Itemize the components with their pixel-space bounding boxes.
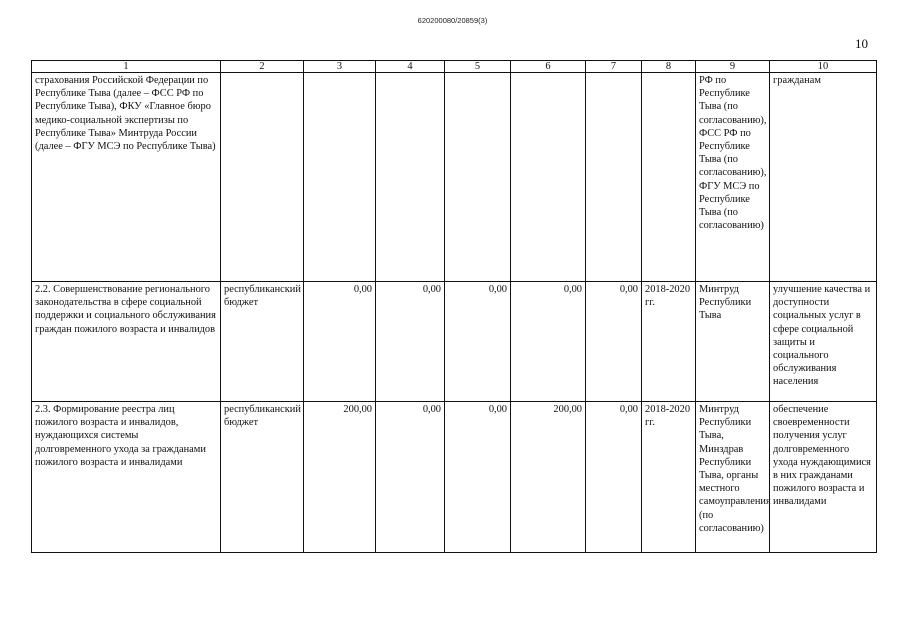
amount-cell <box>304 73 376 282</box>
result-cell: обеспечение своевременности получения услуг долговременного ухода нуждающимися в них гражданами пожилого возраста и инвалидами <box>770 402 877 553</box>
amount-cell: 0,00 <box>445 282 511 402</box>
amount-cell: 200,00 <box>304 402 376 553</box>
funding-source-cell <box>221 73 304 282</box>
amount-cell <box>445 73 511 282</box>
table-row <box>32 73 877 282</box>
column-header: 4 <box>376 61 445 73</box>
amount-cell: 0,00 <box>376 282 445 402</box>
program-table <box>31 60 877 553</box>
column-header: 2 <box>221 61 304 73</box>
amount-cell: 0,00 <box>376 402 445 553</box>
table-row <box>32 282 877 402</box>
period-cell: 2018-2020 гг. <box>642 402 696 553</box>
column-header: 9 <box>696 61 770 73</box>
responsible-cell: РФ по Республике Тыва (по согласованию), ФСС РФ по Республике Тыва (по согласованию), ФГУ МСЭ по Республике Тыва (по согласованию) <box>696 73 770 282</box>
activity-cell: страхования Российской Федерации по Республике Тыва (далее – ФСС РФ по Республике Тыва), ФКУ «Главное бюро медико-социальной экспертизы по Республике Тыва» Минтруда России (далее – ФГУ МСЭ по Республике Тыва) <box>32 73 221 282</box>
document-code: 620200080/20859(3) <box>417 16 488 25</box>
amount-cell <box>376 73 445 282</box>
responsible-cell: Минтруд Республики Тыва <box>696 282 770 402</box>
column-header: 3 <box>304 61 376 73</box>
activity-cell: 2.2. Совершенствование регионального законодательства в сфере социальной поддержки и социального обслуживания граждан пожилого возраста и инвалидов <box>32 282 221 402</box>
column-header: 1 <box>32 61 221 73</box>
amount-cell: 0,00 <box>586 402 642 553</box>
amount-cell <box>586 73 642 282</box>
activity-cell: 2.3. Формирование реестра лиц пожилого возраста и инвалидов, нуждающихся системы долговременного ухода за гражданами пожилого возраста и инвалидами <box>32 402 221 553</box>
column-header: 7 <box>586 61 642 73</box>
amount-cell <box>511 73 586 282</box>
page-number: 10 <box>855 36 868 51</box>
amount-cell: 0,00 <box>304 282 376 402</box>
amount-cell: 0,00 <box>586 282 642 402</box>
amount-cell: 0,00 <box>445 402 511 553</box>
column-header: 5 <box>445 61 511 73</box>
period-cell: 2018-2020 гг. <box>642 282 696 402</box>
amount-cell: 200,00 <box>511 402 586 553</box>
result-cell: улучшение качества и доступности социальных услуг в сфере социальной защиты и социального обслуживания населения <box>770 282 877 402</box>
column-header: 8 <box>642 61 696 73</box>
funding-source-cell: республиканский бюджет <box>221 282 304 402</box>
column-header: 6 <box>511 61 586 73</box>
table-row <box>32 402 877 553</box>
period-cell <box>642 73 696 282</box>
funding-source-cell: республиканский бюджет <box>221 402 304 553</box>
column-header: 10 <box>770 61 877 73</box>
result-cell: гражданам <box>770 73 877 282</box>
responsible-cell: Минтруд Республики Тыва, Минздрав Республики Тыва, органы местного самоуправления (по согласованию) <box>696 402 770 553</box>
amount-cell: 0,00 <box>511 282 586 402</box>
column-header-row <box>32 61 877 73</box>
